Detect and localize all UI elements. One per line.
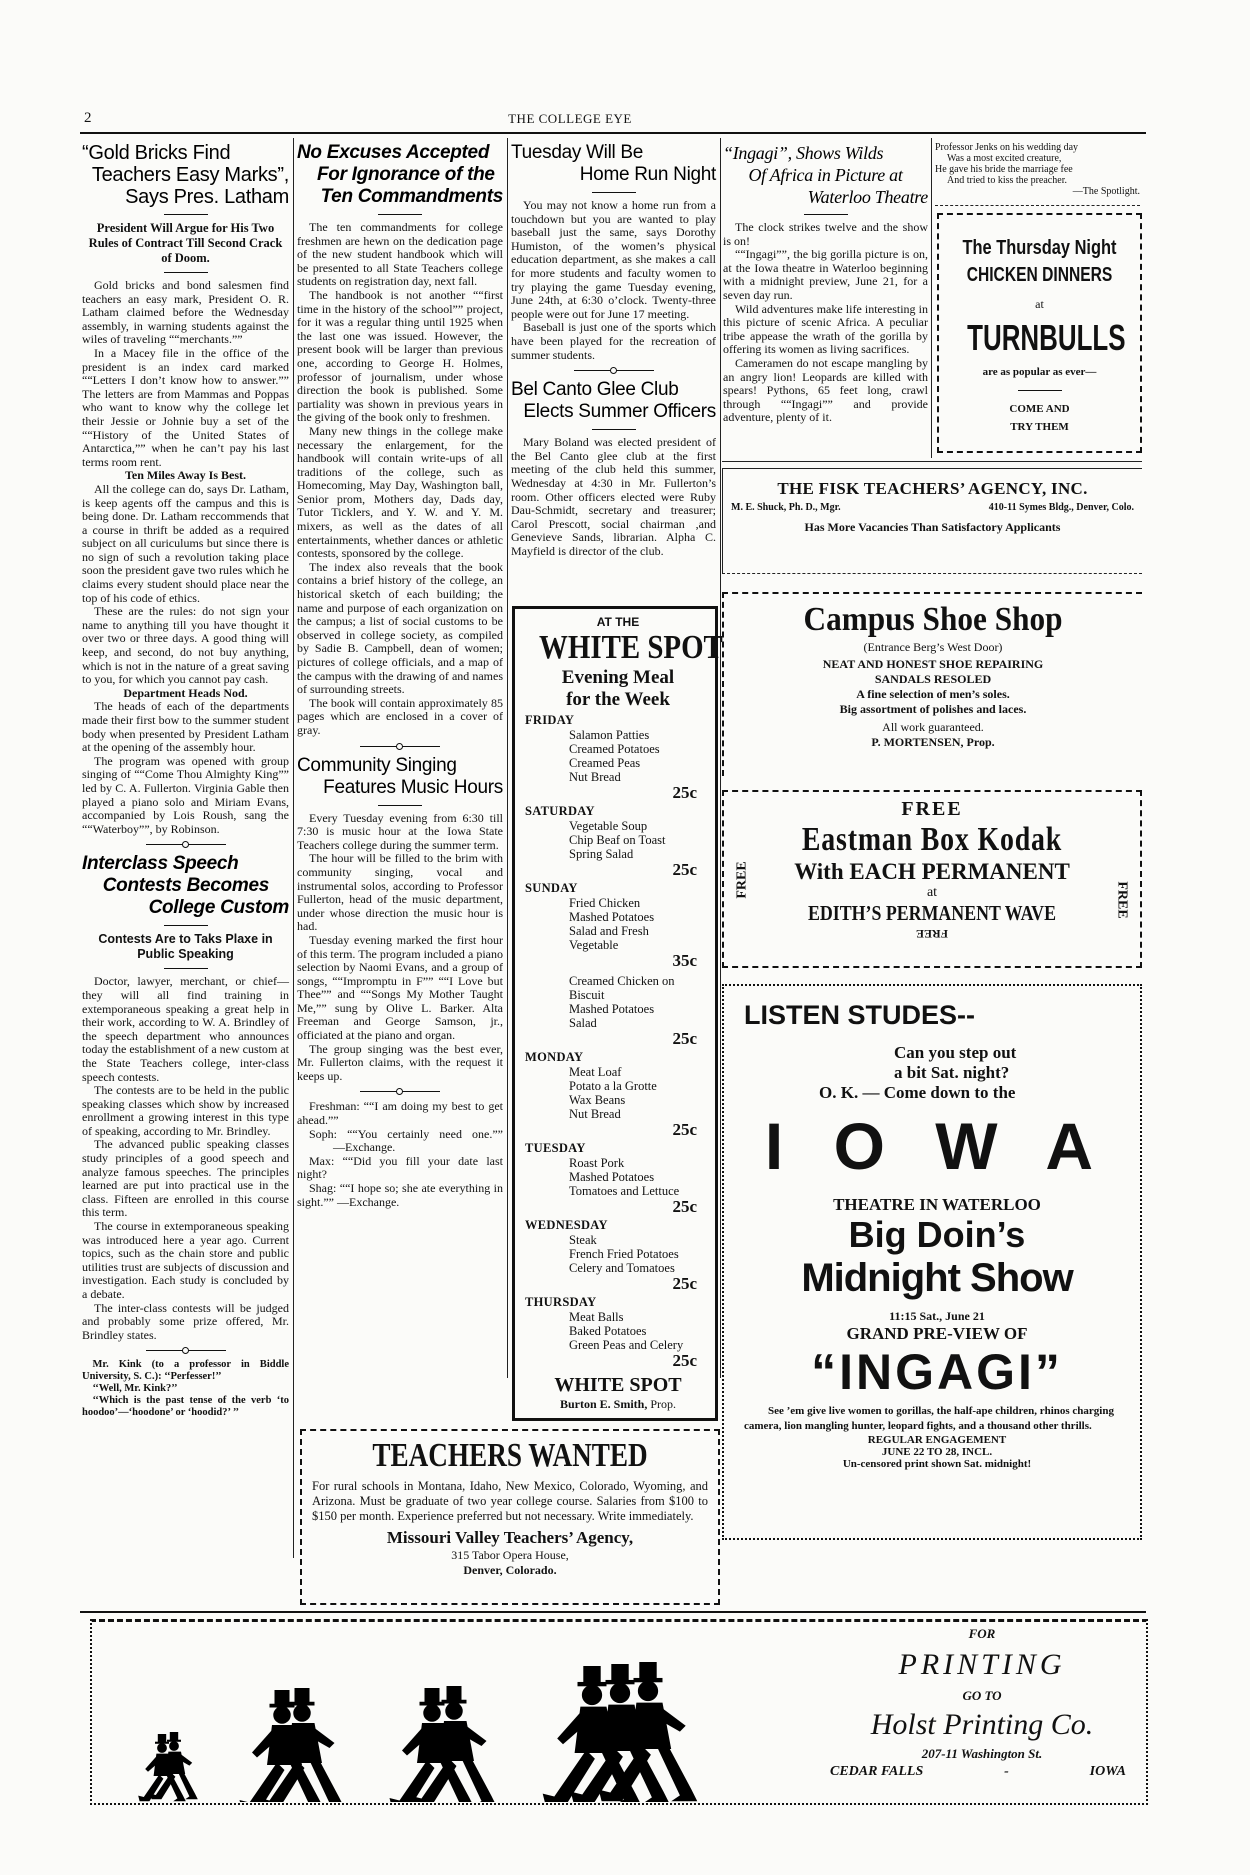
poem-line: He gave his bride the marriage fee: [935, 164, 1073, 175]
headline: Bel Canto Glee Club: [511, 379, 679, 401]
headline: Contests Becomes: [102, 875, 269, 897]
menu-item: Biscuit: [569, 988, 605, 1002]
menu-day-group: [525, 1050, 711, 1139]
article-body: [297, 221, 503, 738]
ad-free-left: FREE: [734, 861, 750, 899]
ad-line: All work guaranteed.: [882, 720, 984, 734]
ad-title: TEACHERS WANTED: [372, 1437, 648, 1474]
menu-item: Meat Balls: [569, 1310, 624, 1324]
headline: Features Music Hours: [323, 776, 503, 798]
paragraph: All the college can do, says Dr. Latham, is keep agents off the campus and this is being done. Dr. Latham reccommends that a course in thrift be added as a required subject on all curiculums but since there is no sign of such a revolution taking place soon the president gave two rules which he claims every student should place near the top of his code of ethics.: [82, 481, 289, 605]
paragraph: Wild adventures make life interesting in this picture of scenic Africa. A peculiar tribe appease the wrath of the gorilla by offering its women as living sacrifices.: [723, 301, 928, 357]
headline: Interclass Speech: [82, 853, 239, 875]
menu-price: 25c: [672, 783, 697, 802]
agency-city: Denver, Colorado.: [463, 1563, 557, 1577]
paragraph: Baseball is just one of the sports which have been played for the recreation of summer students.: [511, 320, 716, 362]
paragraph: The group singing was the best ever, Mr. Fullerton claims, with the request it keeps up.: [297, 1041, 503, 1083]
menu-day-group: [525, 804, 711, 879]
poem-line: Was a most excited creature,: [947, 153, 1062, 164]
ad-kodak: [722, 790, 1142, 968]
masthead-rule: [80, 132, 1146, 134]
menu-item: Mashed Potatoes: [569, 910, 655, 924]
paragraph: The course in extemporaneous speaking was introduced here a year ago. Current topics, such as the chain store and public utilities trust are subjects of discussion and investigation. Each study is concluded by a debate.: [82, 1219, 289, 1301]
ad-line: Big assortment of polishes and laces.: [839, 702, 1027, 716]
headline: Of Africa in Picture at: [748, 165, 903, 185]
ad-white-spot: [512, 606, 723, 1421]
ad-go-to: GO TO: [962, 1688, 1002, 1703]
paragraph: The ten commandments for college freshmen are hewn on the dedication page of the new student handbook which will be presented to all State Teachers college students on registration day, next fall.: [297, 220, 503, 289]
headline: Ten Commandments: [320, 186, 503, 207]
ad-sep: -: [1004, 1764, 1009, 1779]
article-body: [82, 975, 289, 1342]
menu-item: Spring Salad: [569, 847, 634, 861]
menu-day-group: [525, 1295, 711, 1370]
menu-item: Fried Chicken: [569, 896, 641, 910]
ad-turnbulls: [937, 213, 1142, 453]
menu-item: Wax Beans: [569, 1093, 626, 1107]
menu-price: 25c: [672, 1029, 697, 1048]
prop-label: Prop.: [650, 1397, 677, 1411]
ad-for: FOR: [968, 1626, 996, 1641]
article-ingagi: [723, 142, 928, 425]
ad-free: FREE: [901, 798, 963, 820]
page-number: 2: [84, 110, 92, 126]
headline: “Ingagi”, Shows Wilds: [723, 143, 884, 163]
headline: Home Run Night: [579, 164, 716, 185]
section-heading: Ten Miles Away Is Best.: [124, 468, 246, 483]
headline: College Custom: [148, 897, 289, 919]
dancing-figures-illustration: [132, 1642, 732, 1802]
ad-tagline: for the Week: [566, 689, 670, 710]
divider: [164, 968, 208, 969]
ad-line: CHICKEN DINNERS: [966, 264, 1113, 286]
headline: Elects Summer Officers: [523, 401, 716, 423]
divider: [574, 370, 654, 371]
menu-price: 25c: [672, 1120, 697, 1139]
ad-line: 11:15 Sat., June 21: [889, 1309, 985, 1323]
ad-state: IOWA: [1089, 1764, 1126, 1779]
headline: For Ignorance of the: [317, 164, 495, 185]
ad-line: EDITH’S PERMANENT WAVE: [808, 901, 1056, 925]
menu-day-group: [525, 881, 711, 970]
ad-city: CEDAR FALLS: [830, 1764, 924, 1779]
headline: Waterloo Theatre: [807, 187, 928, 207]
ad-fisk: [722, 468, 1142, 574]
menu-item: Nut Bread: [569, 770, 621, 784]
fisk-manager: M. E. Shuck, Ph. D., Mgr.: [731, 502, 841, 513]
menu-item: Baked Potatoes: [569, 1324, 647, 1338]
article-body: [82, 483, 289, 687]
ad-line: THEATRE IN WATERLOO: [833, 1195, 1041, 1214]
headline: Tuesday Will Be: [511, 142, 644, 163]
fisk-address: 410-11 Symes Bldg., Denver, Colo.: [988, 502, 1134, 513]
divider: [804, 214, 848, 215]
paragraph: The hour will be filled to the brim with community singing, vocal and instrumental solos, according to Professor Fullerton, head of the music department, under whose direction the music hour is had.: [297, 851, 503, 934]
agency-address: 315 Tabor Opera House,: [451, 1548, 569, 1562]
paragraph: The heads of each of the departments made their first bow to the summer student body when presented by President Latham at the opening of the assembly hour.: [82, 699, 289, 755]
ad-line: A fine selection of men’s soles.: [856, 687, 1010, 701]
ad-headline: LISTEN STUDES--: [744, 1000, 976, 1030]
menu-price: 25c: [672, 1197, 697, 1216]
menu-list: [525, 713, 711, 1370]
divider: [360, 1091, 440, 1092]
article-body: [511, 436, 716, 558]
menu-item: Creamed Potatoes: [569, 742, 660, 756]
paragraph: Many new things in the college make necessary the enlargement, for the handbook will contain write-ups of all traditions of the college, such as Homecoming, May Day, Washington ball, Senior prom, Mothers day, Dads day, Tutor Ticklers, and Y. W. and Y. M. mixers, as well as the dates of all entertainments, whether dances or athletic contests, sponsored by the college.: [297, 423, 503, 561]
menu-item: Vegetable Soup: [569, 819, 648, 833]
ad-line: Un-censored print shown Sat. midnight!: [842, 1458, 1032, 1470]
headline: No Excuses Accepted: [297, 142, 490, 163]
menu-day-group: [525, 1141, 711, 1216]
menu-day-group: [525, 1218, 711, 1293]
menu-day: FRIDAY: [525, 713, 575, 727]
paragraph: These are the rules: do not sign your name to anything till you have thought it over two or three days. A good thing will keep, and second, do not buy anything, which is not in the nature of a great saving to you, for which you cannot pay cash.: [82, 604, 289, 687]
paragraph: ‘‘Well, Mr. Kink?’’: [92, 1383, 178, 1395]
ad-line: GRAND PRE-VIEW OF: [846, 1324, 1028, 1343]
paragraph: Gold bricks and bond salesmen find teachers an easy mark, President O. R. Latham claimed before the Wednesday assembly, in warning students against the wiles of traveling ““merchants.””: [82, 278, 289, 347]
menu-day: TUESDAY: [525, 1141, 586, 1155]
poem: [935, 142, 1140, 197]
ad-line: a bit Sat. night?: [894, 1063, 1010, 1082]
article-body: [297, 812, 503, 1084]
paragraph: Freshman: ““I am doing my best to get ahead.””: [297, 1099, 503, 1128]
divider: [80, 1611, 1146, 1613]
menu-item: Mashed Potatoes: [569, 1170, 655, 1184]
menu-item: Vegetable: [569, 938, 619, 952]
ad-description: See ’em give live women to gorillas, the half-ape children, rhinos charging camera, lion mangling hunter, leopard fights, and a thousand other thrills.: [744, 1405, 1114, 1432]
paragraph: ‘‘Which is the past tense of the verb ‘to hoodoo’—‘hoodone’ or ‘hoodid?’ ’’: [82, 1395, 289, 1419]
ad-at: at: [926, 885, 938, 900]
ad-campus-shoe-shop: [722, 592, 1142, 776]
ad-title: Campus Shoe Shop: [803, 601, 1063, 638]
subheadline: President Will Argue for His Two Rules of Contract Till Second Crack of Doom.: [88, 221, 283, 265]
ad-line: O. K. — Come down to the: [819, 1083, 1016, 1102]
menu-item: Salamon Patties: [569, 728, 650, 742]
headline: Teachers Easy Marks”,: [91, 164, 289, 186]
menu-item: Meat Loaf: [569, 1065, 622, 1079]
ad-title: TURNBULLS: [967, 317, 1126, 358]
ad-tagline: are as popular as ever—: [982, 366, 1097, 378]
divider: [592, 192, 636, 193]
ad-line: (Entrance Berg’s West Door): [863, 640, 1003, 654]
ad-address: 207-11 Washington St.: [921, 1746, 1043, 1761]
column-rule: [507, 138, 508, 1378]
headline: Says Pres. Latham: [125, 186, 289, 208]
article-home-run: [511, 142, 716, 558]
article-gold-bricks: [82, 142, 289, 1419]
menu-item: Green Peas and Celery: [569, 1338, 684, 1352]
proprietor: Burton E. Smith,: [559, 1397, 648, 1411]
poem-line: And tried to kiss the preacher.: [947, 175, 1067, 186]
divider: [722, 461, 1142, 462]
menu-item: Salad and Fresh: [569, 924, 649, 938]
article-body: [723, 221, 928, 425]
paragraph: The contests are to be held in the public speaking classes which show by increased enrollment a growing interest in this type of speaking, according to Mr. Brindley.: [82, 1083, 289, 1138]
paragraph: Mr. Kink (to a professor in Biddle University, S. C.): ‘‘Perfesser!’’: [82, 1359, 289, 1383]
ad-free-right: FREE: [1114, 881, 1130, 919]
ad-printing: PRINTING: [898, 1648, 1066, 1681]
ad-tagline: Evening Meal: [561, 667, 675, 688]
menu-day: MONDAY: [525, 1050, 584, 1064]
paragraph: In a Macey file in the office of the president is an index card marked ““Letters I don’t know how to answer.”” The letters are from Mammas and Poppas who want to know why the college let their Jessie or Johnie buy a set of the ““History of the United States of Antarctica,”” when he can’t pay his last terms room rent.: [82, 345, 289, 469]
menu-price: 25c: [672, 1274, 697, 1293]
paragraph: Shag: ““I hope so; she ate everything in sight.”” —Exchange.: [297, 1181, 503, 1209]
divider: [360, 746, 440, 747]
paragraph: The advanced public speaking classes study principles of a good speech and analyze famous speeches. The principles learned are put into practical use in the class. Fifteen are enrolled in this course this term.: [82, 1137, 289, 1220]
ad-line: Big Doin’s: [848, 1214, 1026, 1255]
divider: [935, 205, 1140, 206]
ad-holst-printing: [90, 1619, 1148, 1805]
paragraph: Max: ““Did you fill your date last night?: [297, 1153, 503, 1182]
ad-tagline: Has More Vacancies Than Satisfactory Applicants: [804, 520, 1061, 534]
column-rule: [293, 138, 294, 1558]
paragraph: The program was opened with group singing of ““Come Thou Almighty King”” led by C. A. Fullerton. Virginia Gable then played a piano solo and Miriam Evans, accompanied by Lois Roush, sang the ““Waterboy””, by Robinson.: [82, 753, 289, 836]
menu-day: SUNDAY: [525, 881, 578, 895]
ad-label: AT THE: [596, 615, 640, 629]
joke-kink: [82, 1359, 289, 1419]
subheadline: Contests Are to Taks Plaxe in Public Speaking: [98, 932, 273, 962]
menu-item: Potato a la Grotte: [569, 1079, 657, 1093]
ad-footer-name: WHITE SPOT: [554, 1374, 682, 1396]
ad-line: Can you step out: [894, 1043, 1017, 1062]
menu-item: Chip Beaf on Toast: [569, 833, 666, 847]
menu-item: Creamed Chicken on: [569, 974, 675, 988]
paragraph: The index also reveals that the book contains a brief history of the college, an historical sketch of each building; the name and purpose of each organization on the campus; a list of social customs to be observed in college society, as compiled by Sadie B. Campbell, dean of women; pictures of college officials, and a map of the campus with the drawing of and names of surrounding streets.: [297, 559, 503, 697]
paragraph: Tuesday evening marked the first hour of this term. The program included a piano selection by Naomi Evans, and a group of songs, ““Impromptu in F”” ““I Love but Thee”” and ““Songs My Mother Taught Me,”” sung by Olive L. Barker. Alta Freeman and George Samson, jr., officiated at the piano and organ.: [297, 932, 503, 1043]
menu-item: Tomatoes and Lettuce: [569, 1184, 680, 1198]
paragraph: You may not know a home run from a touchdown but you are wanted to play baseball just the same, says Dorothy Humiston, of the women’s physical education department, as she makes a call for more students and faculty women to try playing the game Tuesday evening, June 24th, at 6:30 o’clock. Twenty-three people were out for June 17 meeting.: [511, 198, 716, 321]
poem-line: Professor Jenks on his wedding day: [935, 142, 1079, 153]
ad-line: SANDALS RESOLED: [874, 672, 992, 686]
menu-day-group: [525, 713, 711, 802]
ad-at: at: [1035, 297, 1044, 311]
poem-credit: —The Spotlight.: [1072, 186, 1140, 197]
menu-price: 25c: [672, 860, 697, 879]
menu-item: Steak: [569, 1233, 597, 1247]
ad-line: JUNE 22 TO 28, INCL.: [881, 1446, 993, 1458]
menu-day-group: [525, 974, 711, 1048]
ad-title: THE FISK TEACHERS’ AGENCY, INC.: [777, 479, 1088, 498]
menu-item: Mashed Potatoes: [569, 1002, 655, 1016]
headline: “Gold Bricks Find: [82, 142, 231, 164]
section-heading: Department Heads Nod.: [123, 685, 248, 700]
ad-title: WHITE SPOT: [538, 629, 723, 666]
ad-line: The Thursday Night: [962, 237, 1117, 259]
column-rule: [931, 138, 932, 458]
masthead-title: THE COLLEGE EYE: [508, 111, 632, 126]
ad-line: Midnight Show: [801, 1256, 1073, 1300]
menu-day: SATURDAY: [525, 804, 595, 818]
proprietor: P. MORTENSEN, Prop.: [871, 735, 995, 749]
paragraph: Every Tuesday evening from 6:30 till 7:30 is music hour at the Iowa State Teachers college during the summer term.: [297, 810, 503, 852]
paragraph: ““Ingagi””, the big gorilla picture is on, at the Iowa theatre in Waterloo beginning with a midnight preview, June 21, for a seven day run.: [723, 247, 928, 302]
menu-item: French Fried Potatoes: [569, 1247, 679, 1261]
article-no-excuses: [297, 142, 503, 1209]
ad-cta: TRY THEM: [1010, 421, 1069, 433]
divider: [378, 805, 422, 806]
paragraph: The inter-class contests will be judged and probably some prize offered, Mr. Brindley states.: [82, 1300, 289, 1342]
ad-company: Holst Printing Co.: [870, 1708, 1094, 1741]
divider: [164, 925, 208, 926]
ad-teachers-wanted: [300, 1429, 720, 1605]
ad-line: REGULAR ENGAGEMENT: [867, 1434, 1007, 1446]
ad-line: NEAT AND HONEST SHOE REPAIRING: [822, 657, 1044, 671]
ad-cta: COME AND: [1009, 403, 1070, 415]
divider: [592, 429, 636, 430]
paragraph: Cameramen do not escape mangling by an angry lion! Leopards are killed with spears! Pythons, 65 feet long, crawl through ““Ingagi”” and provide adventure, plenty of it.: [723, 355, 928, 425]
divider: [378, 214, 422, 215]
divider: [146, 844, 226, 845]
ad-free-upside-down: FREE: [916, 927, 949, 941]
exchange-jokes: [297, 1100, 503, 1209]
divider: [1018, 390, 1062, 391]
divider: [164, 272, 208, 273]
menu-item: Celery and Tomatoes: [569, 1261, 675, 1275]
column-rule: [720, 138, 721, 1378]
menu-item: Creamed Peas: [569, 756, 641, 770]
film-title: “INGAGI”: [811, 1344, 1063, 1400]
menu-day: WEDNESDAY: [525, 1218, 608, 1232]
menu-price: 35c: [672, 951, 697, 970]
ad-line: With EACH PERMANENT: [794, 859, 1070, 884]
menu-item: Nut Bread: [569, 1107, 621, 1121]
paragraph: The book will contain approximately 85 pages which are enclosed in a cover of gray.: [297, 695, 503, 737]
menu-price: 25c: [672, 1351, 697, 1370]
article-body: [511, 199, 716, 362]
paragraph: The clock strikes twelve and the show is on!: [723, 220, 928, 248]
article-body: [82, 279, 289, 469]
headline: Community Singing: [297, 754, 457, 776]
agency-name: Missouri Valley Teachers’ Agency,: [386, 1528, 634, 1547]
menu-item: Roast Pork: [569, 1156, 625, 1170]
menu-day: THURSDAY: [525, 1295, 597, 1309]
divider: [146, 1350, 226, 1351]
ad-body: For rural schools in Montana, Idaho, New Mexico, Colorado, Wyoming, and Arizona. Must be graduate of two year college course. Salaries from $100 to $150 per month. Experience preferred but not necessary. Write immediately.: [312, 1479, 708, 1523]
divider: [164, 214, 208, 215]
paragraph: The handbook is not another ““first time in the history of the school”” project, for it was a regular thing until 1925 when the last one was issued. However, the present book will be larger than previous one, according to George H. Holmes, professor of journalism, under whose direction the book is published. Some partiality was shown in previous years in the giving of the book only to freshmen.: [297, 287, 503, 425]
ad-title: Eastman Box Kodak: [801, 821, 1063, 858]
menu-item: Salad: [569, 1016, 597, 1030]
paragraph: Soph: ““You certainly need one.”” —Exchange.: [297, 1126, 503, 1155]
article-body: [82, 700, 289, 836]
theatre-name: I O W A: [764, 1109, 1110, 1183]
paragraph: Doctor, lawyer, merchant, or chief—they will all find training in extemporaneous speaking a great help in their work, according to W. A. Brindley of the speech department who announces today the establishment of a new custom at the State Teachers college, inter-class speech contests.: [82, 974, 289, 1084]
paragraph: Mary Boland was elected president of the Bel Canto glee club at the first meeting of the club held this summer, Wednesday at 4:30 in Mr. Fullerton’s room. Other officers elected were Ruby Dau-Schmidt, secretary and treasurer; Carol Prescott, social chairman ,and Genevieve Sands, librarian. Alpha C. Mayfield is director of the club.: [511, 435, 716, 558]
ad-iowa-theatre: [722, 984, 1142, 1540]
